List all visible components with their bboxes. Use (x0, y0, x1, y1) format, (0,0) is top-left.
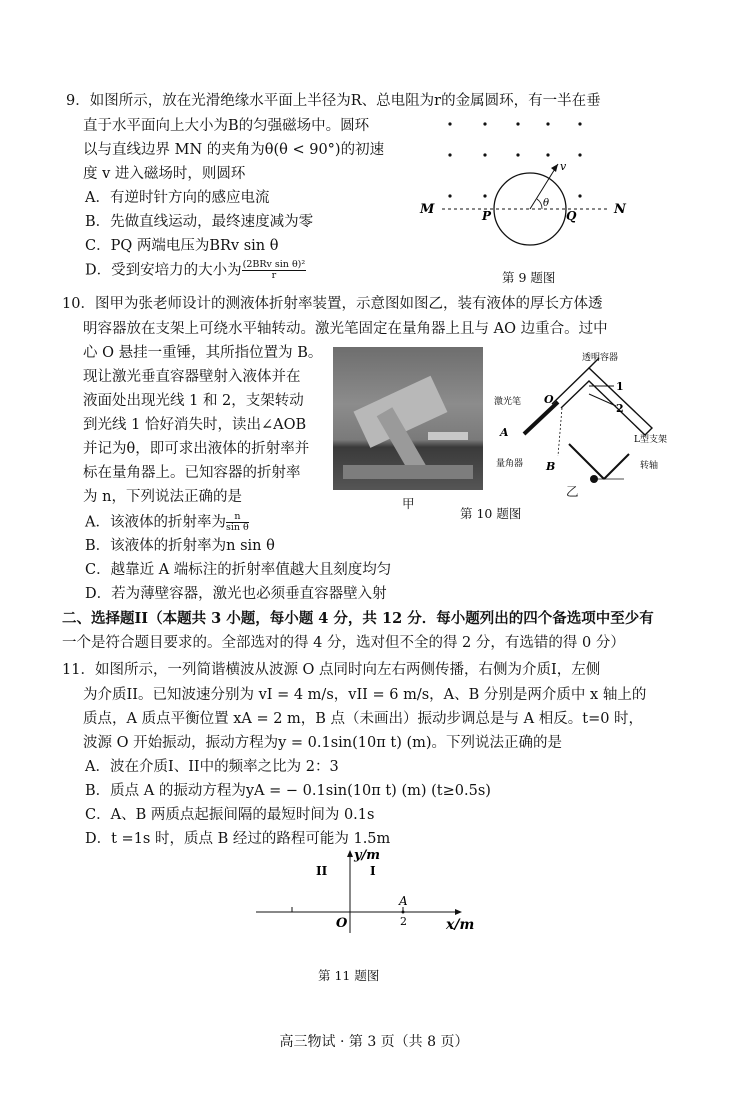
q11-option-a: A．波在介质I、II中的频率之比为 2：3 (85, 759, 339, 775)
q10-line-9: 为 n，下列说法正确的是 (83, 489, 242, 505)
section2-line-1: 二、选择题II（本题共 3 小题，每小题 4 分，共 12 分．每小题列出的四个备选项中至少有 (62, 610, 654, 627)
q10-option-d: D．若为薄壁容器，激光也必须垂直容器壁入射 (85, 586, 387, 602)
label-x-axis: x/m (446, 917, 475, 933)
label-a: A (399, 894, 408, 908)
plumb-line (558, 408, 562, 456)
label-b: B (546, 460, 556, 473)
q11-option-c: C．A、B 两质点起振间隔的最短时间为 0.1s (85, 807, 375, 823)
q10-line-4: 现让激光垂直容器壁射入液体并在 (83, 369, 301, 385)
section2-line-2: 一个是符合题目要求的。全部选对的得 4 分，选对但不全的得 2 分，有选错的得 0 分） (62, 635, 625, 651)
q10-line-1: 10．图甲为张老师设计的测液体折射率装置，示意图如图乙，装有液体的厚长方体透 (62, 296, 603, 312)
q9-line-2: 直于水平面向上大小为B的匀强磁场中。圆环 (83, 118, 370, 134)
q9-option-d (85, 260, 306, 281)
q10-figure-caption: 第 10 题图 (460, 506, 522, 521)
q10-option-b: B．该液体的折射率为n sin θ (85, 538, 275, 554)
q10-line-8: 标在量角器上。已知容器的折射率 (83, 465, 301, 481)
label-v: v (560, 160, 567, 173)
label-a: A (500, 426, 509, 439)
label-laser: 激光笔 (494, 397, 522, 407)
q9-figure (410, 112, 630, 257)
label-medium-i: I (370, 864, 376, 878)
q11-option-b: B．质点 A 的振动方程为yA = − 0.1sin(10π t) (m) (t≥0.5s) (85, 783, 491, 799)
q10-a-denominator: sin θ (225, 522, 249, 533)
q10-line-3: 心 O 悬挂一重锤，其所指位置为 B。 (83, 345, 323, 361)
label-bracket: L型支架 (634, 435, 667, 445)
q10-diagram (494, 344, 694, 499)
label-p: P (482, 209, 492, 223)
q9-option-d-fraction (242, 260, 307, 281)
q9-line-4: 度 v 进入磁场时，则圆环 (83, 166, 246, 182)
q11-line-3: 质点，A 质点平衡位置 xA = 2 m，B 点（未画出）振动步调总是与 A 相反。t=0 时， (83, 711, 644, 727)
label-medium-ii: II (316, 864, 328, 878)
q10-line-6: 到光线 1 恰好消失时，读出∠AOB (83, 417, 307, 433)
l-bracket (569, 444, 604, 479)
angle-arc (537, 199, 542, 209)
q10-line-2: 明容器放在支架上可绕水平轴转动。激光笔固定在量角器上且与 AO 边重合。过中 (83, 321, 608, 337)
label-o: O (544, 393, 554, 406)
page-footer: 高三物试 · 第 3 页（共 8 页） (279, 1034, 469, 1050)
label-y-axis: y/m (354, 848, 381, 863)
label-n: N (614, 202, 626, 217)
q9-option-c: C．PQ 两端电压为BRv sin θ (85, 238, 279, 254)
label-m: M (420, 202, 435, 217)
q10-line-7: 并记为θ，即可求出液体的折射率并 (83, 441, 310, 457)
q11-figure (250, 845, 490, 940)
label-yi: 乙 (566, 484, 579, 499)
q9-figure-caption: 第 9 题图 (502, 270, 556, 285)
q11-line-2: 为介质II。已知波速分别为 vI = 4 m/s，vII = 6 m/s，A、B 分别是两介质中 x 轴上的 (83, 687, 647, 703)
q10-a-numerator: n (226, 512, 249, 523)
label-ray-1: 1 (616, 380, 624, 393)
label-protractor: 量角器 (496, 459, 524, 469)
q9-option-b: B．先做直线运动，最终速度减为零 (85, 214, 314, 230)
q9-option-d-text: D．受到安培力的大小为 (85, 262, 242, 279)
ray-2 (589, 394, 616, 406)
x-axis-arrow (455, 909, 462, 915)
label-axis: 转轴 (640, 461, 659, 471)
q10-photo-shapes (333, 347, 483, 490)
q10-option-a (85, 512, 249, 533)
velocity-arrowhead (551, 164, 558, 172)
q11-line-1: 11．如图所示，一列简谐横波从波源 O 点同时向左右两侧传播，右侧为介质I，左侧 (62, 662, 601, 678)
label-ray-2: 2 (616, 402, 624, 415)
q9-line-3: 以与直线边界 MN 的夹角为θ(θ < 90°)的初速 (83, 142, 385, 158)
q9-line-1: 9．如图所示，放在光滑绝缘水平面上半径为R、总电阻为r的金属圆环，有一半在垂 (66, 93, 601, 109)
q10-option-a-text: A．该液体的折射率为 (85, 514, 226, 531)
label-2: 2 (400, 915, 407, 928)
q10-option-a-fraction (226, 512, 249, 533)
q11-option-d: D．t =1s 时，质点 B 经过的路程可能为 1.5m (85, 831, 391, 847)
laser-pen (524, 402, 558, 434)
label-origin: O (336, 916, 348, 931)
point-a (402, 911, 405, 914)
q10-line-5: 液面处出现光线 1 和 2，支架转动 (83, 393, 304, 409)
q10-option-c: C．越靠近 A 端标注的折射率值越大且刻度均匀 (85, 562, 392, 578)
q9-d-numerator: (2BRv sin θ)² (242, 259, 306, 270)
label-container: 透明容器 (582, 353, 619, 363)
label-theta: θ (543, 198, 550, 209)
q11-line-4: 波源 O 开始振动，振动方程为y = 0.1sin(10π t) (m)。下列说法正确的是 (83, 735, 563, 751)
q11-figure-caption: 第 11 题图 (318, 968, 380, 983)
label-q: Q (566, 209, 577, 223)
y-axis-arrow (347, 850, 353, 857)
container-outline (552, 368, 652, 435)
q9-d-denominator: r (271, 270, 277, 281)
label-jia: 甲 (402, 496, 415, 511)
q9-option-a: A．有逆时针方向的感应电流 (85, 190, 270, 206)
q10-photo-apparatus (333, 347, 483, 490)
